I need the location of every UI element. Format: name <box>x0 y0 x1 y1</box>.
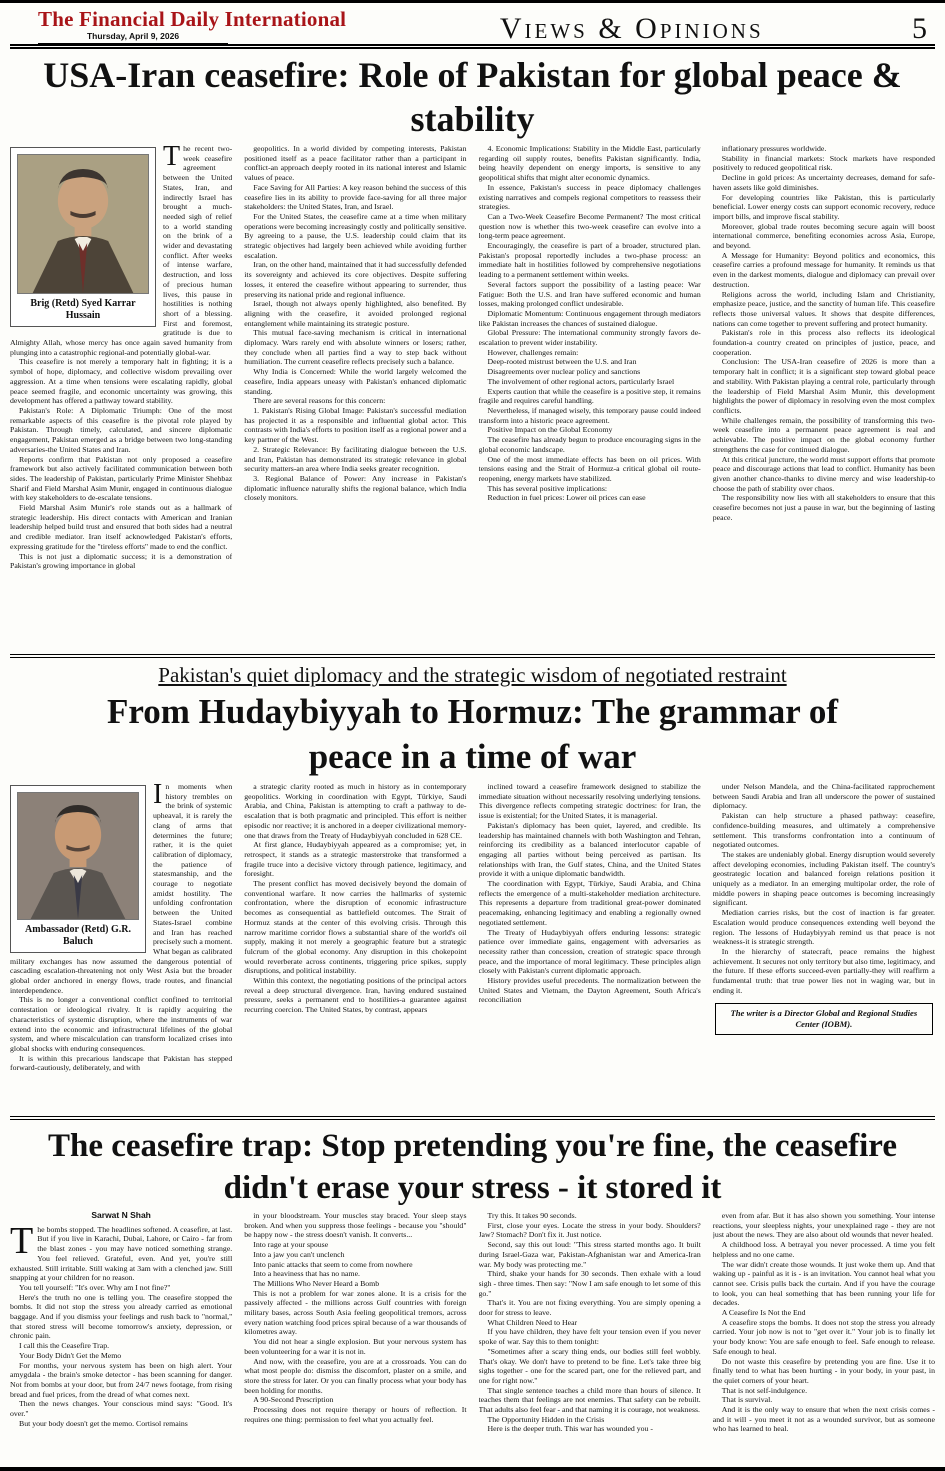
article-paragraph: That's it. You are not fixing everything. You are simply opening a door for stress to leave. <box>478 1298 701 1318</box>
article-paragraph: Into panic attacks that seem to come from nowhere <box>253 1259 413 1269</box>
article-paragraph: The coordination with Egypt, Türkiye, Saudi Arabia, and China reflects the emergence of a multi-stakeholder mediation architecture. This represents a departure from traditional great-power dominated peacemaking, enhancing legitimacy and enabling a regionally owned negotiated settlement. <box>478 879 701 927</box>
article-paragraph: The Millions Who Never Heard a Bomb <box>253 1278 380 1288</box>
article-paragraph: For the United States, the ceasefire came at a time when military operations were becoming increasingly costly and politically sensitive. By agreeing to a pause, the U.S. leadership could claim that its strategic objectives had largely been achieved while avoiding further escalation. <box>244 211 467 260</box>
article-paragraph: A childhood loss. A betrayal you never processed. A time you felt helpless and no one came. <box>712 1240 935 1259</box>
article2-kicker: Pakistan's quiet diplomacy and the strategic wisdom of negotiated restraint <box>158 663 787 687</box>
article-hudaybiyyah-hormuz <box>10 663 935 1112</box>
article2-column-2 <box>244 782 466 1112</box>
article-paragraph: This mutual face-saving mechanism is critical in international diplomacy. Wars rarely end with absolute winners or losers; rather, they conclude when all parties find a way to step back without humiliation. The current ceasefire reflects precisely such a balance. <box>244 328 467 367</box>
masthead-center <box>399 14 866 44</box>
article-paragraph: The ceasefire has already begun to produce encouraging signs in the global economic landscape. <box>478 435 701 454</box>
article3-column-1 <box>10 1211 232 1463</box>
article-paragraph: But your body doesn't get the memo. Cortisol remains <box>19 1418 188 1428</box>
article-paragraph: At this critical juncture, the world must support efforts that promote peace and discourage actions that lead to conflict. Humanity has been given another chance-thanks to divine mercy and wise leadership-to choose the path of stability over chaos. <box>712 454 935 493</box>
article1-author-box <box>10 147 156 327</box>
article-paragraph: Can a Two-Week Ceasefire Become Permanent? The most critical question now is whether this two-week ceasefire can evolve into a long-term peace agreement. <box>478 211 701 241</box>
article-paragraph: Within this context, the negotiating positions of the principal actors reveal a deep structural divergence. Iran, having endured sustained pressure, seeks a permanent end to hostilities-a guarantee against recurring coercion. The United States, by contrast, appears <box>244 976 467 1015</box>
article-paragraph: 1. Pakistan's Rising Global Image: Pakistan's successful mediation has projected it as a responsible and influential global actor. This contrasts with India's efforts to position itself as a regional power and a key partner of the West. <box>244 405 467 445</box>
article2-col2-text <box>244 782 466 1015</box>
article-paragraph: That is not self-indulgence. <box>721 1385 808 1395</box>
article-paragraph: That is survival. <box>721 1395 773 1405</box>
article-paragraph: There are several reasons for this concern: <box>253 396 386 406</box>
article-paragraph: Do not waste this ceasefire by pretending you are fine. Use it to finally tend to what has been hurting - in your body, in your past, in the quiet corners of your heart. <box>712 1356 935 1385</box>
article3-col1-text <box>10 1219 233 1429</box>
article-paragraph: 4. Economic Implications: Stability in the Middle East, particularly regarding oil supply routes, benefits Pakistan significantly. India, being heavily dependent on energy imports, is sensitive to any geopolitical shifts that might alter economic dynamics. <box>478 144 701 183</box>
article-paragraph: geopolitics. In a world divided by competing interests, Pakistan positioned itself as a peace facilitator rather than a participant in conflict-an approach deeply rooted in its national interest and Islamic values of peace. <box>244 144 467 183</box>
article-paragraph: Moreover, global trade routes becoming secure again will boost international commerce, benefiting economies across Asia, Europe, and beyond. <box>712 221 935 251</box>
article-paragraph: Encouragingly, the ceasefire is part of a broader, structured plan. Pakistan's proposal reportedly includes a two-phase process: an immediate halt in hostilities followed by comprehensive negotiations leading to a permanent settlement within weeks. <box>478 241 701 280</box>
article-paragraph: A Message for Humanity: Beyond politics and economics, this ceasefire carries a profound message for humanity. It reminds us that even in the darkest moments, dialogue and diplomacy can prevail over destruction. <box>712 250 935 289</box>
article-paragraph: Processing does not require therapy or hours of reflection. It requires one thing: permission to feel what you actually feel. <box>244 1405 467 1424</box>
article-paragraph: under Nelson Mandela, and the China-facilitated rapprochement between Saudi Arabia and Iran all underscore the power of sustained diplomacy. <box>712 782 935 811</box>
article-paragraph: You tell yourself: "It's over. Why am I not fine?" <box>19 1282 171 1292</box>
article-paragraph: The present conflict has moved decisively beyond the domain of conventional warfare. It now carries the hallmarks of systemic confrontation, where the disruption of economic infrastructure becomes as consequential as battlefield outcomes. The Strait of Hormuz stands at the center of this evolving crisis. Through this narrow maritime corridor flows a substantial share of the world's oil supply, making it not merely a geographic feature but a strategic fulcrum of the global economy. Any disruption in this chokepoint would reverberate across continents, triggering price spikes, supply disruptions, and political instability. <box>244 879 467 976</box>
page-number: 5 <box>912 12 927 45</box>
article2-col3-text <box>479 782 701 1005</box>
article2-column-4 <box>713 782 935 1112</box>
article-paragraph: The war didn't create those wounds. It just woke them up. And that waking up - painful as it is - is an invitation. You cannot heal what you cannot see. Crisis pulls back the curtain. And if you have the courage to look, you can heal something that has been running your life for decades. <box>712 1259 935 1308</box>
article-paragraph: "Sometimes after a scary thing ends, our bodies still feel wobbly. That's okay. We don't have to pretend to be fine. Let's take three big sighs together - one for the scared part, one for the relieved part, and one for right now." <box>478 1346 701 1385</box>
article-divider <box>10 654 935 658</box>
article-paragraph: in your bloodstream. Your muscles stay braced. Your sleep stays broken. And when you suppress those feelings - because you "should" be happy now - the stress doesn't vanish. It converts... <box>244 1211 467 1240</box>
article-paragraph: You did not hear a single explosion. But your nervous system has been volunteering for a war it is not in. <box>244 1337 467 1356</box>
author-photo <box>17 792 139 920</box>
article3-byline: Sarwat N Shah <box>91 1211 151 1220</box>
article-paragraph: Field Marshal Asim Munir's role stands out as a hallmark of strategic leadership. His direct contacts with American and Iranian leadership helped build trust and ensured that both sides had a neutral and credible mediator. Iran itself acknowledged Pakistan's efforts, expressing gratitude for the "tireless efforts" made to end the conflict. <box>10 503 233 551</box>
article1-body <box>10 144 935 650</box>
article-paragraph: The responsibility now lies with all stakeholders to ensure that this ceasefire becomes not just a pause in war, but the beginning of lasting peace. <box>712 493 935 522</box>
article-paragraph: In moments when history trembles on the brink of systemic upheaval, it is rarely the clang of arms that determines the future; rather, it is the quiet calibration of diplomacy, the patience of statesmanship, and the courage to negotiate amidst hostility. The unfolding confrontation between the United States-Israel combine and Iran has reached precisely such a moment. What began as calibrated military exchanges has now assumed the dangerous potential of cascading escalation-threatening not only West Asia but the broader global order anchored in energy flows, trade routes, and financial interdependence. <box>10 782 233 995</box>
article-paragraph: Stability in financial markets: Stock markets have responded positively to reduced geopolitical risk. <box>712 153 935 173</box>
article-paragraph: And now, with the ceasefire, you are at a crossroads. You can do what most people do: dismiss the discomfort, plaster on a smile, and store the stress for later. Or you can finally process what your body has been holding for months. <box>244 1356 467 1395</box>
article-paragraph: The bombs stopped. The headlines softened. A ceasefire, at last. But if you live in Karachi, Dubai, Lahore, or Cairo - far from the blast zones - you may have noticed something strange. You feel relieved. Grateful, even. And yet, you're still exhausted. Still irritable. Still waking at 3am with a clenched jaw. Still snapping at your children for no reason. <box>10 1219 233 1283</box>
article2-headline: From Hudaybiyyah to Hormuz: The grammar of peace in a time of war <box>106 692 839 776</box>
article-paragraph: The involvement of other regional actors, particularly Israel <box>487 376 675 386</box>
article2-col4-text <box>713 782 935 995</box>
article-paragraph: Pakistan's role in this process also reflects its ideological foundation-a country created on principles of justice, peace, and cooperation. <box>712 328 935 357</box>
article-paragraph: Experts caution that while the ceasefire is a positive step, it remains fragile and requires careful handling. <box>478 386 701 406</box>
article-paragraph: inflationary pressures worldwide. <box>721 144 827 153</box>
article-paragraph: And it is the only way to ensure that when the next crisis comes - and it will - you meet it not as a wounded survivor, but as someone who has learned to heal. <box>712 1405 935 1434</box>
article-paragraph: Then the news changes. Your conscious mind says: "Good. It's over." <box>10 1399 233 1419</box>
article-paragraph: Diplomatic Momentum: Continuous engagement through mediators like Pakistan increases the chances of sustained dialogue. <box>478 308 701 328</box>
article-ceasefire-trap <box>10 1125 935 1463</box>
article-paragraph: In the hierarchy of statecraft, peace remains the highest achievement. It secures not only territory but also time, legitimacy, and the future. If these efforts succeed-even partially-they will reaffirm a fundamental truth: that true power lies not in waging war, but in ending it. <box>712 946 935 995</box>
article-paragraph: Disagreements over nuclear policy and sanctions <box>487 367 641 377</box>
article1-column-3 <box>479 144 701 650</box>
article3-column-2 <box>244 1211 466 1463</box>
article2-author-box <box>10 785 146 953</box>
article-paragraph: Decline in gold prices: As uncertainty decreases, demand for safe-haven assets like gold diminishes. <box>712 173 935 192</box>
article-paragraph: Religions across the world, including Islam and Christianity, emphasize peace, justice, and the sanctity of human life. This ceasefire reflects those universal values. It shows that despite differences, nations can come together to prevent suffering and protect humanity. <box>712 289 935 328</box>
article-paragraph: Try this. It takes 90 seconds. <box>487 1211 577 1220</box>
article-paragraph: At first glance, Hudaybiyyah appeared as a compromise; yet, in retrospect, it stands as a strategic masterstroke that transformed a fragile truce into a decisive victory through patience, legitimacy, and foresight. <box>244 840 467 879</box>
article3-headline: The ceasefire trap: Stop pretending you're fine, the ceasefire didn't erase your stress - it stored it <box>48 1128 897 1206</box>
drop-cap: I <box>153 782 163 810</box>
article-paragraph: That single sentence teaches a child more than hours of silence. It teaches them that feelings are not enemies. That safety can be rebuilt. That adults also feel fear - and that naming it is courage, not weakness. <box>478 1385 701 1415</box>
article-paragraph: First, close your eyes. Locate the stress in your body. Shoulders? Jaw? Stomach? Don't fix it. Just notice. <box>478 1220 701 1240</box>
article-paragraph: Third, shake your hands for 30 seconds. Then exhale with a loud sigh - three times. Then say: "Now I am safe enough to let some of this go." <box>478 1269 701 1298</box>
article-paragraph: Several factors support the possibility of a lasting peace: War Fatigue: Both the U.S. and Iran have suffered economic and human losses, making prolonged conflict undesirable. <box>478 279 701 309</box>
article-paragraph: Pakistan's Role: A Diplomatic Triumph: One of the most remarkable aspects of this ceasefire is the pivotal role played by Pakistan. Through timely, calculated, and sincere diplomatic engagement, Pakistan emerged as a bridge between two long-standing adversaries-the United States and Iran. <box>10 405 233 454</box>
article-divider <box>10 1116 935 1120</box>
masthead-right <box>865 14 935 44</box>
article-paragraph: Iran, on the other hand, maintained that it had successfully defended its sovereignty and achieved its core objectives. Despite suffering losses, it entered the ceasefire without appearing to surrender, thus preserving its national pride and regional influence. <box>244 260 467 299</box>
article-paragraph: This is not just a diplomatic success; it is a demonstration of Pakistan's growing importance in global <box>10 551 233 571</box>
article1-column-4 <box>713 144 935 650</box>
article-paragraph: inclined toward a ceasefire framework designed to stabilize the immediate situation without necessarily resolving underlying tensions. This divergence reflects competing strategic doctrines: for Iran, the issue is existential; for the United States, it is managerial. <box>478 782 701 821</box>
article-paragraph: 2. Strategic Relevance: By facilitating dialogue between the U.S. and Iran, Pakistan has demonstrated its strategic relevance in global security matters-an area where India seeks greater recognition. <box>244 444 467 474</box>
article1-col3-text <box>479 144 701 503</box>
article-paragraph: However, challenges remain: <box>487 347 579 357</box>
drop-cap: T <box>163 144 181 172</box>
article-paragraph: even from afar. But it has also shown you something. Your intense reactions, your sleepless nights, your unexplained rage - they are not just about the news. They are also about old wounds that never healed. <box>712 1211 935 1240</box>
article3-column-4 <box>713 1211 935 1463</box>
article-paragraph: The Opportunity Hidden in the Crisis <box>487 1414 605 1424</box>
drop-cap: T <box>10 1219 34 1262</box>
article-paragraph: For developing countries like Pakistan, this is particularly beneficial. Lower energy costs can support economic recovery, reduce import bills, and improve fiscal stability. <box>712 192 935 221</box>
article-paragraph: 3. Regional Balance of Power: Any increase in Pakistan's diplomatic influence naturally shifts the regional balance, which India closely monitors. <box>244 473 467 503</box>
article-paragraph: In essence, Pakistan's success in peace diplomacy challenges existing narratives and compels regional competitors to reassess their strategies. <box>478 182 701 212</box>
article-paragraph: Nevertheless, if managed wisely, this temporary pause could indeed transform into a historic peace agreement. <box>478 405 701 425</box>
article-paragraph: This has several positive implications: <box>487 483 608 493</box>
article-paragraph: While challenges remain, the possibility of transforming this two-week ceasefire into a permanent peace agreement is real and achievable. The positive impact on the global economy further strengthens the case for continued dialogue. <box>712 415 935 454</box>
article-paragraph: Deep-rooted mistrust between the U.S. and Iran <box>487 357 637 367</box>
article-paragraph: Mediation carries risks, but the cost of inaction is far greater. Escalation would produce consequences extending well beyond the region. The lessons of Hudaybiyyah remind us that peace is not weakness-it is strategic strength. <box>712 908 935 947</box>
article-paragraph: Why India is Concerned: While the world largely welcomed the ceasefire, India appears uneasy with Pakistan's enhanced diplomatic standing. <box>244 367 467 396</box>
article3-column-3 <box>479 1211 701 1463</box>
article-paragraph: Into a jaw you can't unclench <box>253 1249 345 1259</box>
article1-headline: USA-Iran ceasefire: Role of Pakistan for global peace & stability <box>43 55 902 139</box>
article1-column-2 <box>244 144 466 650</box>
article-paragraph: The Treaty of Hudaybiyyah offers enduring lessons: strategic patience over immediate gains, engagement with adversaries as necessity rather than concession, creation of strategic space through peace, and the importance of moral legitimacy. These principles align closely with Pakistan's current diplomatic approach. <box>478 927 701 976</box>
article2-column-3 <box>479 782 701 1112</box>
article1-col4-text <box>713 144 935 522</box>
article-paragraph: a strategic clarity rooted as much in history as in contemporary geopolitics. Working in coordination with Egypt, Türkiye, Saudi Arabia, and China, Pakistan is attempting to craft a pathway to de-escalation that is both pragmatic and principled. This effort is neither episodic nor reactive; it is anchored in a deeper civilizational memory-one that draws from the Treaty of Hudaybiyyah concluded in 628 CE. <box>244 782 467 840</box>
article-paragraph: A ceasefire stops the bombs. It does not stop the stress you already carried. Your job now is not to "get over it." Your job is to finally let your body know: You are safe enough to feel. Safe enough to release. Safe enough to heal. <box>712 1317 935 1356</box>
article-paragraph: Reports confirm that Pakistan not only proposed a ceasefire framework but also actively facilitated communication between both sides. The leadership of Pakistan, particularly Prime Minister Shehbaz Sharif and Field Marshal Asim Munir, engaged in continuous dialogue with key stakeholders to de-escalate tensions. <box>10 454 233 503</box>
article-paragraph: Here's the truth no one is telling you. The ceasefire stopped the bombs. It did not stop the stress you already carried as emotional baggage. And if you dismiss your feelings and rush back to "normal," that stored stress will become tomorrow's anxiety, depression, or chronic pain. <box>10 1292 233 1341</box>
article2-column-1 <box>10 782 232 1112</box>
article-paragraph: Positive Impact on the Global Economy <box>487 425 613 435</box>
article-paragraph: Into rage at your spouse <box>253 1240 329 1250</box>
article-paragraph: Second, say this out loud: "This stress started months ago. It built during Israel-Gaza war, Pakistan-Afghanistan war and America-Iran war. My body was protecting me." <box>478 1240 701 1269</box>
article-paragraph: It is within this precarious landscape that Pakistan has stepped forward-cautiously, deliberately, and with <box>10 1053 233 1073</box>
masthead <box>10 3 935 49</box>
article-paragraph: A 90-Second Prescription <box>253 1395 334 1405</box>
article-paragraph: Pakistan's diplomacy has been quiet, layered, and credible. Its leadership has maintained channels with both Washington and Tehran, reinforcing its credibility as a balanced interlocutor capable of engaging all parties without being perceived as partisan. Its relationships with Iran, the Gulf states, China, and the United States provide it with a unique diplomatic bandwidth. <box>478 820 701 879</box>
article2-author-caption: Ambassador (Retd) G.R. Baluch <box>25 924 131 947</box>
article-paragraph: Conclusion: The USA-Iran ceasefire of 2026 is more than a temporary halt in conflict; it is a significant step toward global peace and stability. With Pakistan playing a central role, particularly through the leadership of Field Marshal Asim Munir, this development highlights the power of diplomacy in resolving even the most complex conflicts. <box>712 357 935 415</box>
article-paragraph: Global Pressure: The international community strongly favors de-escalation to prevent wider instability. <box>478 328 701 348</box>
article-paragraph: If you have children, they have felt your tension even if you never spoke of war. Say this to them tonight: <box>478 1327 701 1347</box>
section-title: Views & Opinions <box>499 12 764 45</box>
article-paragraph: Reduction in fuel prices: Lower oil prices can ease <box>487 493 646 503</box>
article-paragraph: The stakes are undeniably global. Energy disruption would severely affect developing economies, including Pakistan itself. The country's geostrategic location and balanced foreign relations position it uniquely as a mediator. In an emerging multipolar order, the role of middle powers in shaping peace outcomes is becoming increasingly significant. <box>712 849 935 908</box>
article-paragraph: Pakistan can help structure a phased pathway: ceasefire, confidence-building measures, and ultimately a comprehensive settlement. This transforms confrontation into a continuum of negotiated outcomes. <box>712 811 935 850</box>
article-usa-iran-ceasefire <box>10 53 935 650</box>
article-paragraph: Your Body Didn't Get the Memo <box>19 1350 122 1360</box>
article-paragraph: Into a heaviness that has no name. <box>253 1269 360 1279</box>
article-paragraph: The recent two-week ceasefire agreement between the United States, Iran, and indirectly Israel has brought a much-needed sigh of relief to a world standing on the brink of a wider and devastating conflict. After weeks of intense warfare, destruction, and loss of precious human lives, this pause in hostilities is nothing short of a blessing. First and foremost, gratitude is due to Almighty Allah, whose mercy has once again saved humanity from plunging into a catastrophic regional-and potentially global-war. <box>10 144 233 357</box>
article-paragraph: This is no longer a conventional conflict confined to territorial contestation or ideological rivalry. It is rapidly acquiring the characteristics of systemic disruption, where the instruments of war extend into the economic and infrastructural lifelines of the global system, and where miscalculation can transform localized crises into global shocks with enduring consequences. <box>10 995 233 1053</box>
paper-date: Thursday, April 9, 2026 <box>38 31 228 44</box>
author-photo <box>17 154 149 294</box>
writer-note: The writer is a Director Global and Regional Studies Center (IOBM). <box>715 1003 933 1035</box>
masthead-left <box>10 8 399 44</box>
paper-name: The Financial Daily International <box>38 7 347 31</box>
article1-col2-text <box>244 144 466 503</box>
article-paragraph: A Ceasefire Is Not the End <box>721 1308 806 1318</box>
article3-col4-text <box>713 1211 935 1434</box>
article1-column-1 <box>10 144 232 650</box>
article-paragraph: Israel, though not always openly highlighted, also benefited. By aligning with the ceasefire, it avoided prolonged regional entanglement while maintaining its strategic posture. <box>244 299 467 328</box>
article3-col2-text <box>244 1211 466 1424</box>
article-paragraph: Face Saving for All Parties: A key reason behind the success of this ceasefire lies in its ability to provide face-saving for all three major stakeholders: the United States, Iran, and Israel. <box>244 182 467 212</box>
article3-col3-text <box>479 1211 701 1434</box>
article3-body <box>10 1211 935 1463</box>
article-paragraph: History provides useful precedents. The normalization between the United States and Vietnam, the Dayton Agreement, South Africa's reconciliation <box>478 976 701 1005</box>
article2-body <box>10 782 935 1112</box>
article-paragraph: What Children Need to Hear <box>487 1317 578 1327</box>
article1-author-caption: Brig (Retd) Syed Karrar Hussain <box>30 298 136 321</box>
article-paragraph: I call this the Ceasefire Trap. <box>19 1341 110 1351</box>
article-paragraph: For months, your nervous system has been on high alert. Your amygdala - the brain's smoke detector - has been scanning for danger. Not from bombs at your door, but from 24/7 news footage, from rising bread and fuel prices, from the dread of what comes next. <box>10 1360 233 1399</box>
article-paragraph: This ceasefire is not merely a temporary halt in fighting; it is a symbol of hope, diplomacy, and collective wisdom prevailing over aggression. At a time when tensions were escalating rapidly, global peace seemed fragile, and economic uncertainty was growing, this development has offered a pathway toward stability. <box>10 357 233 406</box>
article-paragraph: Here is the deeper truth. This war has wounded you - <box>487 1424 653 1434</box>
article-paragraph: One of the most immediate effects has been on oil prices. With tensions easing and the Strait of Hormuz-a critical global oil route-reopening, energy markets have stabilized. <box>478 454 701 483</box>
article-paragraph: This is not a problem for war zones alone. It is a crisis for the passively affected - the millions across Gulf countries with foreign military bases, across South Asia feeling geopolitical tremors, across every nation watching food prices spiral because of a war thousands of kilometres away. <box>244 1288 467 1337</box>
